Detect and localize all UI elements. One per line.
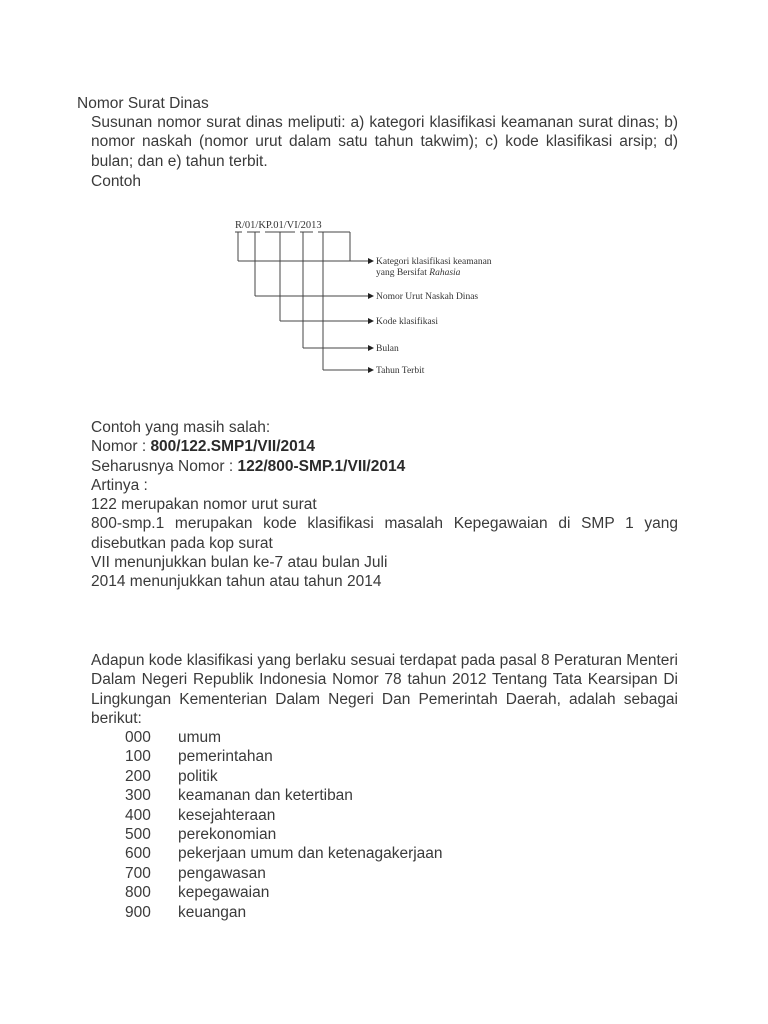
code-number: 500 [125,825,151,843]
list-item [125,786,443,805]
code-number: 300 [125,787,151,805]
wrong-example-section [91,418,678,592]
code-label: pekerjaan umum dan ketenagakerjaan [178,845,443,863]
intro-paragraph: Susunan nomor surat dinas meliputi: a) kategori klasifikasi keamanan surat dinas; b) nomor naskah (nomor urut dalam satu tahun takwim); c) kode klasifikasi arsip; d) bulan; dan e) tahun terbit. [91,114,678,170]
diagram-label-tahun: Tahun Terbit [376,366,425,376]
contoh-label: Contoh [91,173,141,190]
list-item [125,806,443,825]
code-label: politik [178,767,218,785]
code-label: keuangan [178,903,247,921]
code-number: 800 [125,884,151,902]
code-number: 000 [125,729,151,746]
code-label: umum [178,729,222,746]
diagram-label-bulan: Bulan [376,344,399,354]
diagram-arrowheads [368,258,374,373]
explanation-item: VII menunjukkan bulan ke-7 atau bulan Juli [91,554,388,572]
wrong-nomor-value: 800/122.SMP1/VII/2014 [150,438,316,456]
list-item [125,864,443,883]
diagram-code: R/01/KP.01/VI/2013 [235,220,322,231]
code-label: pemerintahan [178,748,273,766]
code-label: pengawasan [178,864,266,882]
diagram-label-kategori-line2: yang Bersifat Rahasia [376,268,461,278]
wrong-nomor-line: Nomor : 800/122.SMP1/VII/2014 [91,438,316,456]
code-label: keamanan dan ketertiban [178,787,353,805]
wrong-example-label: Contoh yang masih salah: [91,419,271,436]
diagram-label-kategori: Kategori klasifikasi keamanan [376,257,492,267]
list-item [125,747,443,766]
code-number: 100 [125,748,151,766]
artinya-label: Artinya : [91,476,148,494]
code-number: 600 [125,845,151,863]
explanation-item: 800-smp.1 merupakan kode klasifikasi masalah Kepegawaian di SMP 1 yang disebutkan pada kop surat [91,515,678,552]
section-title: Nomor Surat Dinas [77,95,209,112]
classification-code-list [125,728,443,922]
explanation-item: 2014 menunjukkan tahun atau tahun 2014 [91,573,382,591]
nomor-surat-diagram [228,212,538,382]
correct-nomor-value: 122/800-SMP.1/VII/2014 [237,457,406,475]
code-label: perekonomian [178,825,277,843]
list-item [125,767,443,786]
list-item [125,728,443,747]
code-number: 700 [125,864,151,882]
list-item [125,883,443,902]
code-number: 200 [125,767,151,785]
code-label: kesejahteraan [178,806,276,824]
code-number: 900 [125,903,151,921]
list-item [125,844,443,863]
explanation-item: 122 merupakan nomor urut surat [91,496,317,514]
diagram-label-nomor-urut: Nomor Urut Naskah Dinas [376,292,479,302]
diagram-connectors [235,232,368,370]
correct-nomor-line: Seharusnya Nomor : 122/800-SMP.1/VII/2014 [91,457,406,475]
code-label: kepegawaian [178,884,270,902]
code-number: 400 [125,806,151,824]
list-item [125,825,443,844]
list-item [125,903,443,922]
classification-intro: Adapun kode klasifikasi yang berlaku sesuai terdapat pada pasal 8 Peraturan Menteri Dalam Negeri Republik Indonesia Nomor 78 tahun 2012 Tentang Tata Kearsipan Di Lingkungan Kementerian Dalam Negeri Dan Pemerintah Daerah, adalah sebagai berikut: [91,652,678,727]
diagram-label-kode: Kode klasifikasi [376,317,439,327]
